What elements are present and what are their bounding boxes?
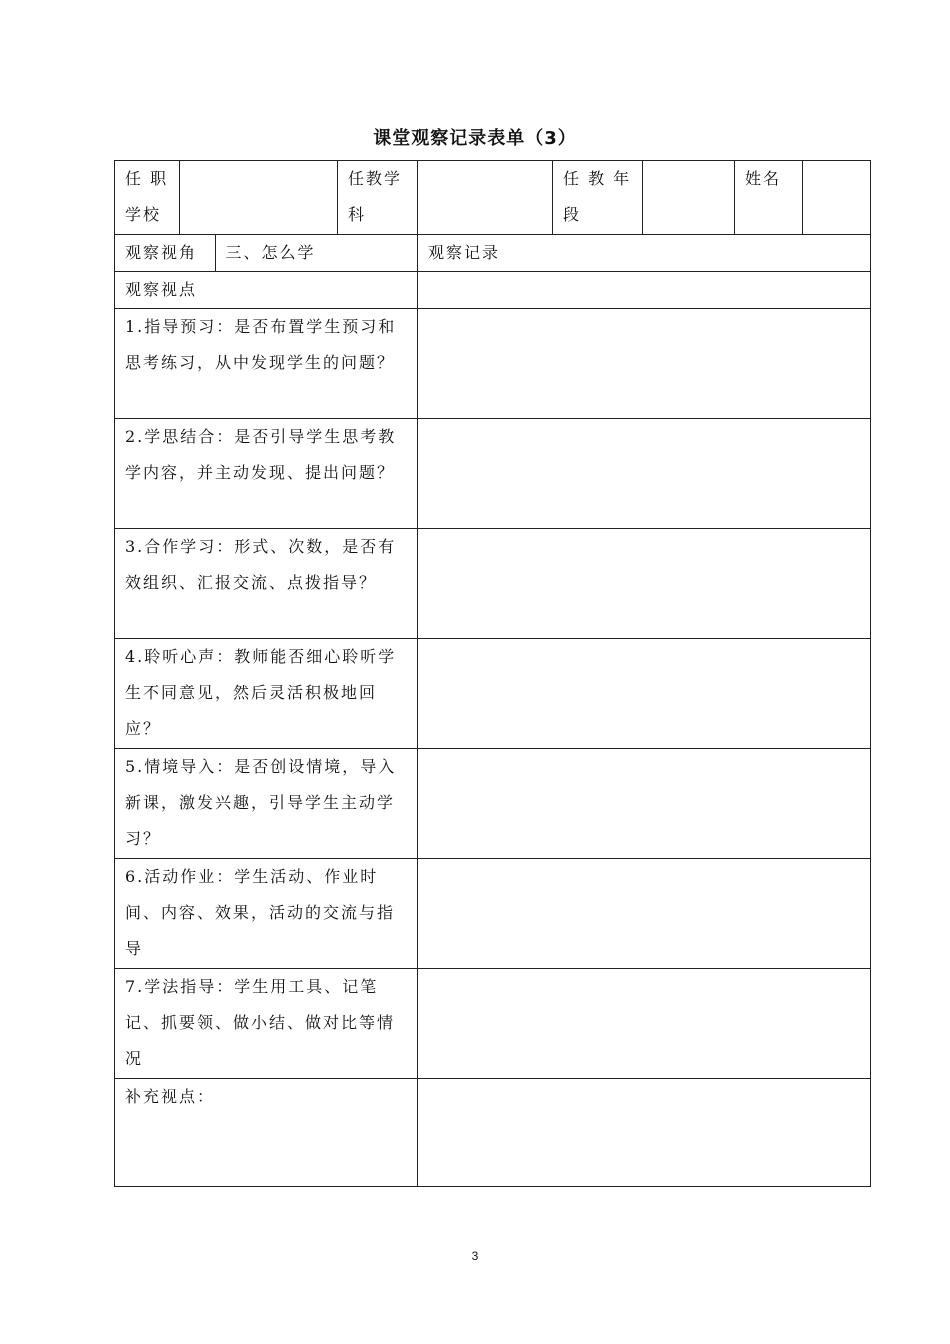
record-field[interactable] [418,859,871,969]
record-field[interactable] [418,969,871,1079]
name-label: 姓名 [735,161,803,235]
subject-field[interactable] [418,161,553,235]
viewpoint-item: 5.情境导入：是否创设情境，导入新课，激发兴趣，引导学生主动学习？ [115,749,418,859]
page-title: 课堂观察记录表单（3） [373,128,577,149]
record-field[interactable] [418,749,871,859]
record-field[interactable] [418,309,871,419]
supplement-label[interactable]: 补充视点： [115,1079,418,1187]
viewpoint-item: 1.指导预习：是否布置学生预习和思考练习，从中发现学生的问题？ [115,309,418,419]
table-row [115,859,871,969]
name-field[interactable] [803,161,871,235]
table-row [115,309,871,419]
perspective-value: 三、怎么学 [225,243,316,262]
table-row [115,639,871,749]
supplement-record[interactable] [418,1079,871,1187]
viewpoint-row [115,272,871,309]
observation-form-table [114,160,871,1187]
perspective-row [115,235,871,272]
viewpoint-item: 6.活动作业：学生活动、作业时间、内容、效果，活动的交流与指导 [115,859,418,969]
header-row [115,161,871,235]
record-header: 观察记录 [418,235,871,272]
record-field[interactable] [418,419,871,529]
record-field[interactable] [418,639,871,749]
table-row [115,419,871,529]
record-field[interactable] [418,529,871,639]
viewpoint-record[interactable] [418,272,871,309]
table-row [115,749,871,859]
perspective-cell [115,235,418,272]
subject-label: 任教学科 [338,161,418,235]
grade-field[interactable] [643,161,735,235]
school-label: 任 职 学校 [115,161,180,235]
table-row [115,529,871,639]
viewpoint-item: 7.学法指导：学生用工具、记笔记、抓要领、做小结、做对比等情况 [115,969,418,1079]
table-row [115,969,871,1079]
viewpoint-item: 2.学思结合：是否引导学生思考教学内容，并主动发现、提出问题？ [115,419,418,529]
school-field[interactable] [180,161,338,235]
perspective-label: 观察视角 [125,235,215,271]
supplement-row [115,1079,871,1187]
viewpoint-item: 3.合作学习：形式、次数，是否有效组织、汇报交流、点拨指导？ [115,529,418,639]
viewpoint-label: 观察视点 [115,272,418,309]
viewpoint-item: 4.聆听心声：教师能否细心聆听学生不同意见，然后灵活积极地回应？ [115,639,418,749]
page-number: 3 [471,1249,479,1263]
grade-label: 任 教 年段 [553,161,643,235]
perspective-inner [125,235,417,271]
